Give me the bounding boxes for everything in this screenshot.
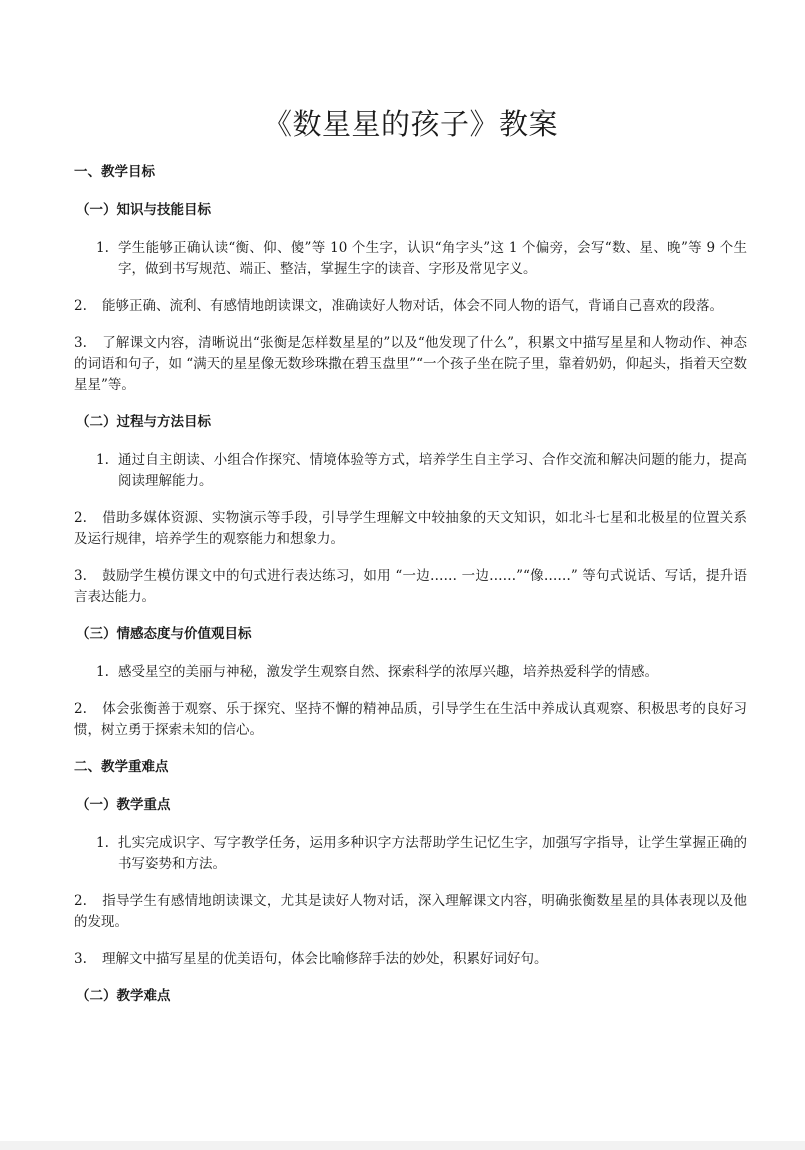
list-item-text: 通过自主朗读、小组合作探究、情境体验等方式，培养学生自主学习、合作交流和解决问题的能力，提高阅读理解能力。	[118, 452, 747, 489]
list-item	[96, 662, 747, 683]
paragraph-number: 2.	[74, 701, 87, 717]
paragraph-text: 借助多媒体资源、实物演示等手段，引导学生理解文中较抽象的天文知识，如北斗七星和北极星的位置关系及运行规律，培养学生的观察能力和想象力。	[74, 510, 747, 547]
paragraph-number: 3.	[74, 568, 87, 584]
subheading-teaching-focus: （一）教学重点	[76, 797, 171, 813]
list-item-number: 1.	[96, 664, 109, 680]
subheading-emotion-values: （三）情感态度与价值观目标	[76, 626, 252, 642]
list-item-number: 1.	[96, 452, 109, 468]
paragraph-number: 2.	[74, 298, 87, 314]
list-item-text: 扎实完成识字、写字教学任务，运用多种识字方法帮助学生记忆生字，加强写字指导，让学生掌握正确的书写姿势和方法。	[118, 835, 747, 872]
paragraph-text: 指导学生有感情地朗读课文，尤其是读好人物对话，深入理解课文内容，明确张衡数星星的具体表现以及他的发现。	[74, 893, 747, 930]
list-item-text: 感受星空的美丽与神秘，激发学生观察自然、探索科学的浓厚兴趣，培养热爱科学的情感。	[118, 664, 658, 680]
paragraph	[74, 296, 747, 317]
paragraph-text: 体会张衡善于观察、乐于探究、坚持不懈的精神品质，引导学生在生活中养成认真观察、积极思考的良好习惯，树立勇于探索未知的信心。	[74, 701, 747, 738]
page-title: 《数星星的孩子》教案	[262, 107, 558, 141]
paragraph	[74, 333, 747, 396]
section-heading-key-difficulties: 二、教学重难点	[74, 759, 169, 775]
subheading-knowledge-skills: （一）知识与技能目标	[76, 202, 211, 218]
paragraph-number: 3.	[74, 335, 87, 351]
paragraph-text: 理解文中描写星星的优美语句，体会比喻修辞手法的妙处，积累好词好句。	[102, 951, 548, 967]
list-item-number: 1.	[96, 240, 109, 256]
list-item	[96, 450, 747, 492]
paragraph-text: 了解课文内容，清晰说出“张衡是怎样数星星的”以及“他发现了什么”，积累文中描写星星和人物动作、神态的词语和句子，如 “满天的星星像无数珍珠撒在碧玉盘里”“一个孩子坐在院子里，靠着奶奶，仰起头，指着天空数星星”等。	[74, 335, 747, 393]
paragraph	[74, 566, 747, 608]
list-item	[96, 833, 747, 875]
paragraph-text: 鼓励学生模仿课文中的句式进行表达练习，如用 “一边…… 一边……”“像……” 等句式说话、写话，提升语言表达能力。	[74, 568, 747, 605]
paragraph	[74, 891, 747, 933]
subheading-process-methods: （二）过程与方法目标	[76, 414, 211, 430]
paragraph-number: 3.	[74, 951, 87, 967]
list-item-text: 学生能够正确认读“衡、仰、傻”等 10 个生字，认识“角字头”这 1 个偏旁，会写“数、星、晚”等 9 个生字，做到书写规范、端正、整洁，掌握生字的读音、字形及常见字义。	[118, 240, 747, 277]
list-item	[96, 238, 747, 280]
paragraph-number: 2.	[74, 510, 87, 526]
paragraph	[74, 699, 747, 741]
list-item-number: 1.	[96, 835, 109, 851]
subheading-teaching-difficulties: （二）教学难点	[76, 988, 171, 1004]
paragraph-text: 能够正确、流利、有感情地朗读课文，准确读好人物对话，体会不同人物的语气，背诵自己喜欢的段落。	[102, 298, 723, 314]
paragraph	[74, 508, 747, 550]
paragraph	[74, 949, 747, 970]
section-heading-teaching-goals: 一、教学目标	[74, 164, 155, 180]
paragraph-number: 2.	[74, 893, 87, 909]
